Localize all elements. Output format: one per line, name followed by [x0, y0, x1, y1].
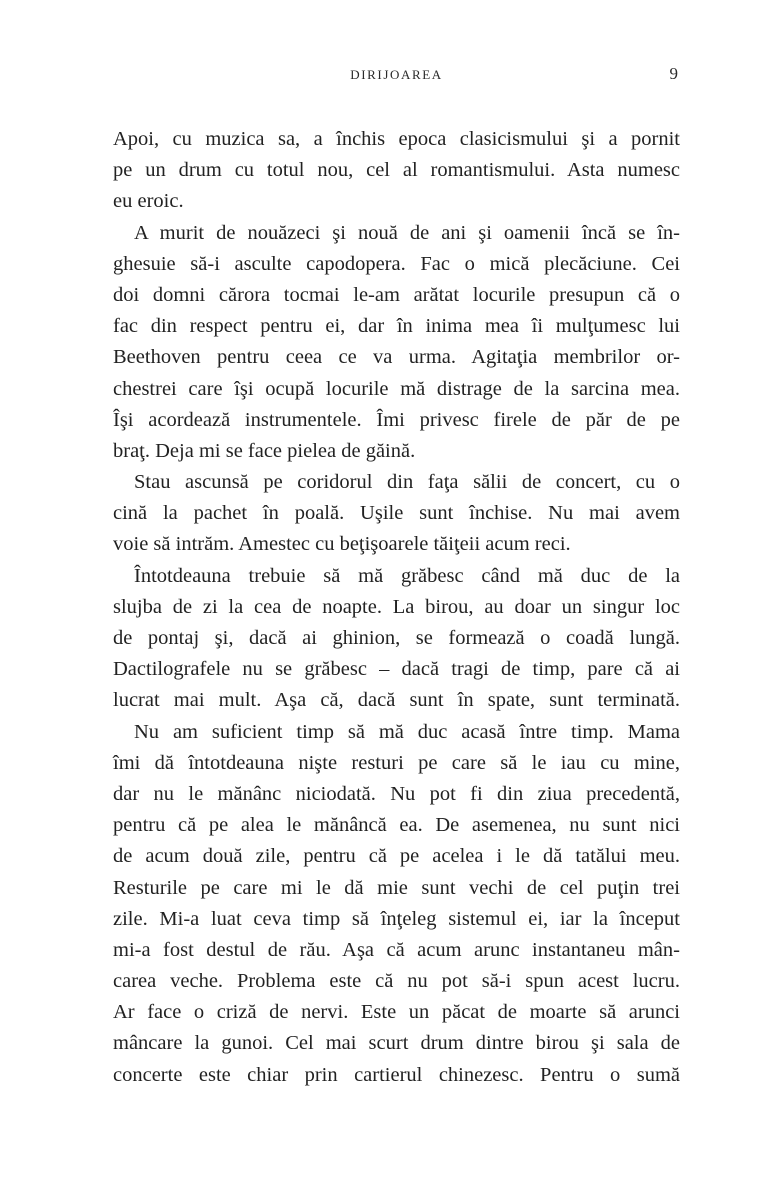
text-line: braţ. Deja mi se face pielea de găină.: [113, 439, 416, 462]
text-line: Apoi, cu muzica sa, a închis epoca clasicismului şi a pornit: [113, 128, 680, 150]
text-line: zile. Mi-a luat ceva timp să înţeleg sistemul ei, iar la început: [113, 907, 680, 930]
text-line: carea veche. Problema este că nu pot să-i spun acest lucru.: [113, 970, 680, 993]
body-text: [113, 124, 680, 1091]
text-line: Întotdeauna trebuie să mă grăbesc când mă duc de la: [134, 564, 680, 587]
text-line: ghesuie să-i asculte capodopera. Fac o mică plecăciune. Cei: [113, 252, 680, 275]
text-line: îmi dă întotdeauna nişte resturi pe care să le iau cu mine,: [113, 751, 680, 774]
text-line: fac din respect pentru ei, dar în inima mea îi mulţumesc lui: [113, 315, 680, 338]
text-line: dar nu le mănânc niciodată. Nu pot fi din ziua precedentă,: [113, 782, 680, 805]
paragraph: [113, 561, 680, 717]
paragraph: [113, 717, 680, 1091]
text-line: voie să intrăm. Amestec cu beţişoarele tăiţeii acum reci.: [113, 533, 571, 556]
text-line: Ar face o criză de nervi. Este un păcat de moarte să arunci: [113, 1001, 680, 1024]
text-line: Resturile pe care mi le dă mie sunt vechi de cel puţin trei: [113, 876, 680, 899]
text-line: pentru că pe alea le mănâncă ea. De asemenea, nu sunt nici: [113, 814, 680, 837]
text-line: eu eroic.: [113, 190, 184, 213]
paragraph: [113, 467, 680, 561]
text-line: mi-a fost destul de rău. Aşa că acum arunc instantaneu mân-: [113, 938, 680, 961]
page-number: 9: [669, 64, 678, 83]
text-line: slujba de zi la cea de noapte. La birou, au doar un singur loc: [113, 595, 680, 618]
running-title: DIRIJOAREA: [350, 67, 443, 82]
paragraph: [113, 218, 680, 468]
text-line: cină la pachet în poală. Uşile sunt închise. Nu mai avem: [113, 502, 680, 525]
text-line: de acum două zile, pentru că pe acelea i le dă tatălui meu.: [113, 845, 680, 868]
text-line: Nu am suficient timp să mă duc acasă între timp. Mama: [134, 720, 680, 743]
text-line: Stau ascunsă pe coridorul din faţa sălii de concert, cu o: [134, 471, 680, 494]
text-line: concerte este chiar prin cartierul chinezesc. Pentru o sumă: [113, 1063, 680, 1086]
running-head: [113, 64, 680, 86]
text-line: Beethoven pentru ceea ce va urma. Agitaţia membrilor or-: [113, 346, 680, 369]
text-line: doi domni cărora tocmai le-am arătat locurile presupun că o: [113, 283, 680, 306]
text-line: A murit de nouăzeci şi nouă de ani şi oamenii încă se în-: [134, 221, 680, 244]
text-line: Dactilografele nu se grăbesc – dacă tragi de timp, pare că ai: [113, 658, 680, 681]
paragraph: [113, 124, 680, 218]
text-line: de pontaj şi, dacă ai ghinion, se formează o coadă lungă.: [113, 627, 680, 649]
text-line: chestrei care îşi ocupă locurile mă distrage de la sarcina mea.: [113, 377, 680, 400]
text-line: mâncare la gunoi. Cel mai scurt drum dintre birou şi sala de: [113, 1032, 680, 1055]
text-line: Îşi acordează instrumentele. Îmi privesc firele de păr de pe: [113, 408, 680, 431]
text-line: pe un drum cu totul nou, cel al romantismului. Asta numesc: [113, 159, 680, 182]
text-line: lucrat mai mult. Aşa că, dacă sunt în spate, sunt terminată.: [113, 689, 680, 712]
